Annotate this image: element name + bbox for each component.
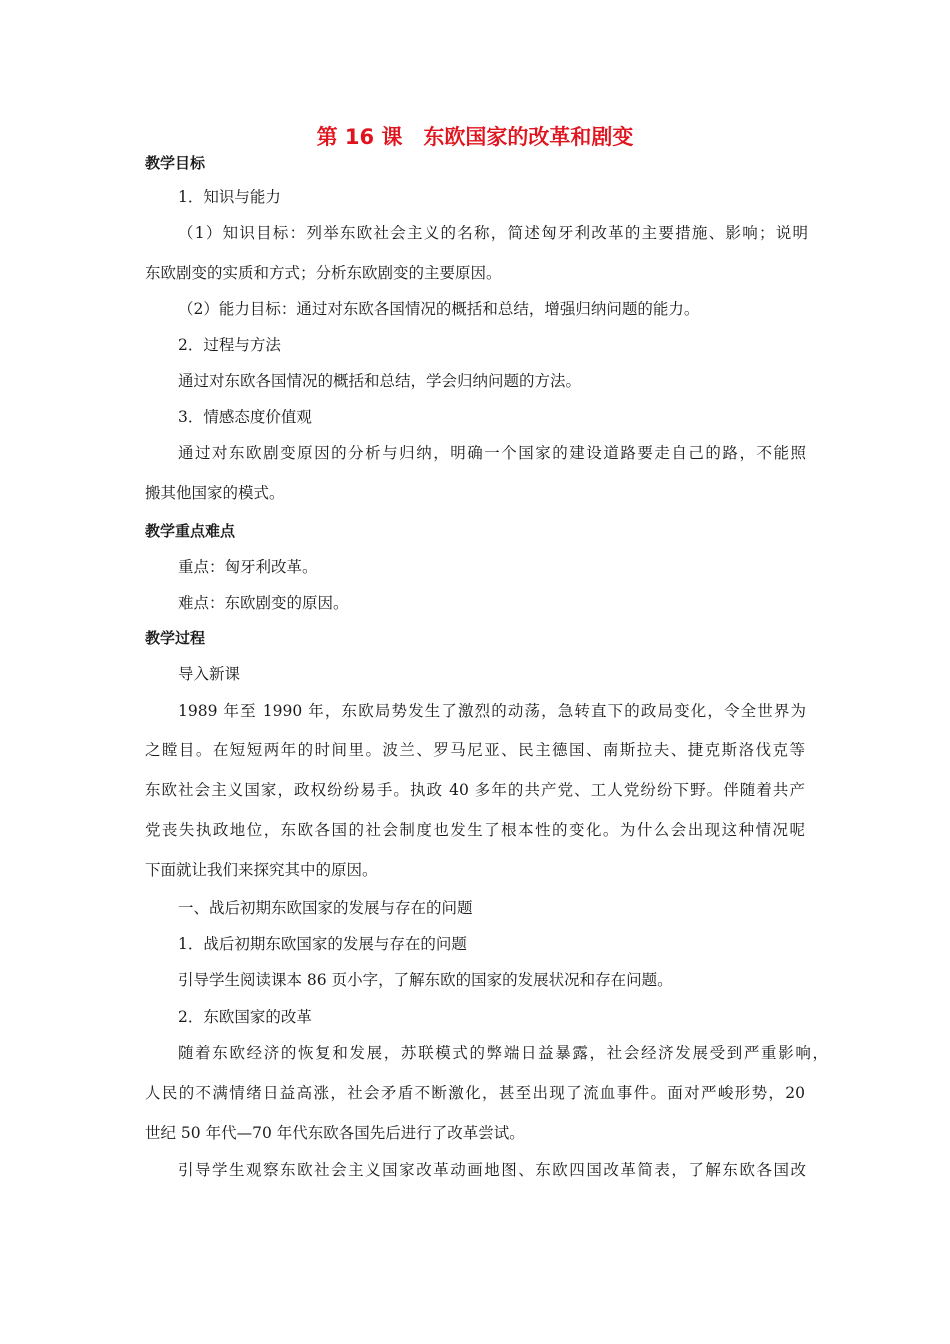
lesson-title: 第 16 课 东欧国家的改革和剧变 xyxy=(316,125,634,149)
goal-process-method: 2．过程与方法 xyxy=(178,336,281,354)
section-one-title: 一、战后初期东欧国家的发展与存在的问题 xyxy=(178,899,473,917)
reform-paragraph-line1: 随着东欧经济的恢复和发展，苏联模式的弊端日益暴露，社会经济发展受到严重影响， xyxy=(178,1044,828,1062)
goal-emotion-values: 3．情感态度价值观 xyxy=(178,408,312,426)
heading-teaching-process: 教学过程 xyxy=(145,629,206,647)
reform-paragraph-line2: 人民的不满情绪日益高涨，社会矛盾不断激化，甚至出现了流血事件。面对严峻形势，20 xyxy=(145,1084,805,1102)
difficult-point: 难点：东欧剧变的原因。 xyxy=(178,594,349,612)
reform-paragraph-line3: 世纪 50 年代—70 年代东欧各国先后进行了改革尝试。 xyxy=(145,1124,525,1142)
intro-paragraph-line4: 党丧失执政地位，东欧各国的社会制度也发生了根本性的变化。为什么会出现这种情况呢 xyxy=(145,821,805,839)
goal-knowledge-ability: 1．知识与能力 xyxy=(178,188,281,206)
section-one-sub1-text: 引导学生阅读课本 86 页小字，了解东欧的国家的发展状况和存在问题。 xyxy=(178,971,673,989)
goal-knowledge-target-line2: 东欧剧变的实质和方式；分析东欧剧变的主要原因。 xyxy=(145,264,502,282)
intro-paragraph-line1: 1989 年至 1990 年，东欧局势发生了激烈的动荡，急转直下的政局变化，令全世界为 xyxy=(178,702,806,720)
heading-teaching-goals: 教学目标 xyxy=(145,154,206,172)
goal-knowledge-target-line1: （1）知识目标：列举东欧社会主义的名称，简述匈牙利改革的主要措施、影响；说明 xyxy=(178,224,808,242)
goal-emotion-text-line1: 通过对东欧剧变原因的分析与归纳，明确一个国家的建设道路要走自己的路，不能照 xyxy=(178,444,806,462)
intro-label: 导入新课 xyxy=(178,665,241,683)
intro-paragraph-line2: 之瞠目。在短短两年的时间里。波兰、罗马尼亚、民主德国、南斯拉夫、捷克斯洛伐克等 xyxy=(145,741,805,759)
section-one-sub1: 1．战后初期东欧国家的发展与存在的问题 xyxy=(178,935,467,953)
goal-emotion-text-line2: 搬其他国家的模式。 xyxy=(145,484,285,502)
goal-ability-target: （2）能力目标：通过对东欧各国情况的概括和总结，增强归纳问题的能力。 xyxy=(178,300,700,318)
intro-paragraph-line3: 东欧社会主义国家，政权纷纷易手。执政 40 多年的共产党、工人党纷纷下野。伴随着共产 xyxy=(145,781,805,799)
section-one-sub2: 2．东欧国家的改革 xyxy=(178,1008,312,1026)
heading-key-difficult-points: 教学重点难点 xyxy=(145,522,236,540)
guide-paragraph-line1: 引导学生观察东欧社会主义国家改革动画地图、东欧四国改革简表，了解东欧各国改 xyxy=(178,1161,806,1179)
key-point: 重点：匈牙利改革。 xyxy=(178,558,318,576)
goal-process-method-text: 通过对东欧各国情况的概括和总结，学会归纳问题的方法。 xyxy=(178,372,582,390)
intro-paragraph-line5: 下面就让我们来探究其中的原因。 xyxy=(145,861,378,879)
